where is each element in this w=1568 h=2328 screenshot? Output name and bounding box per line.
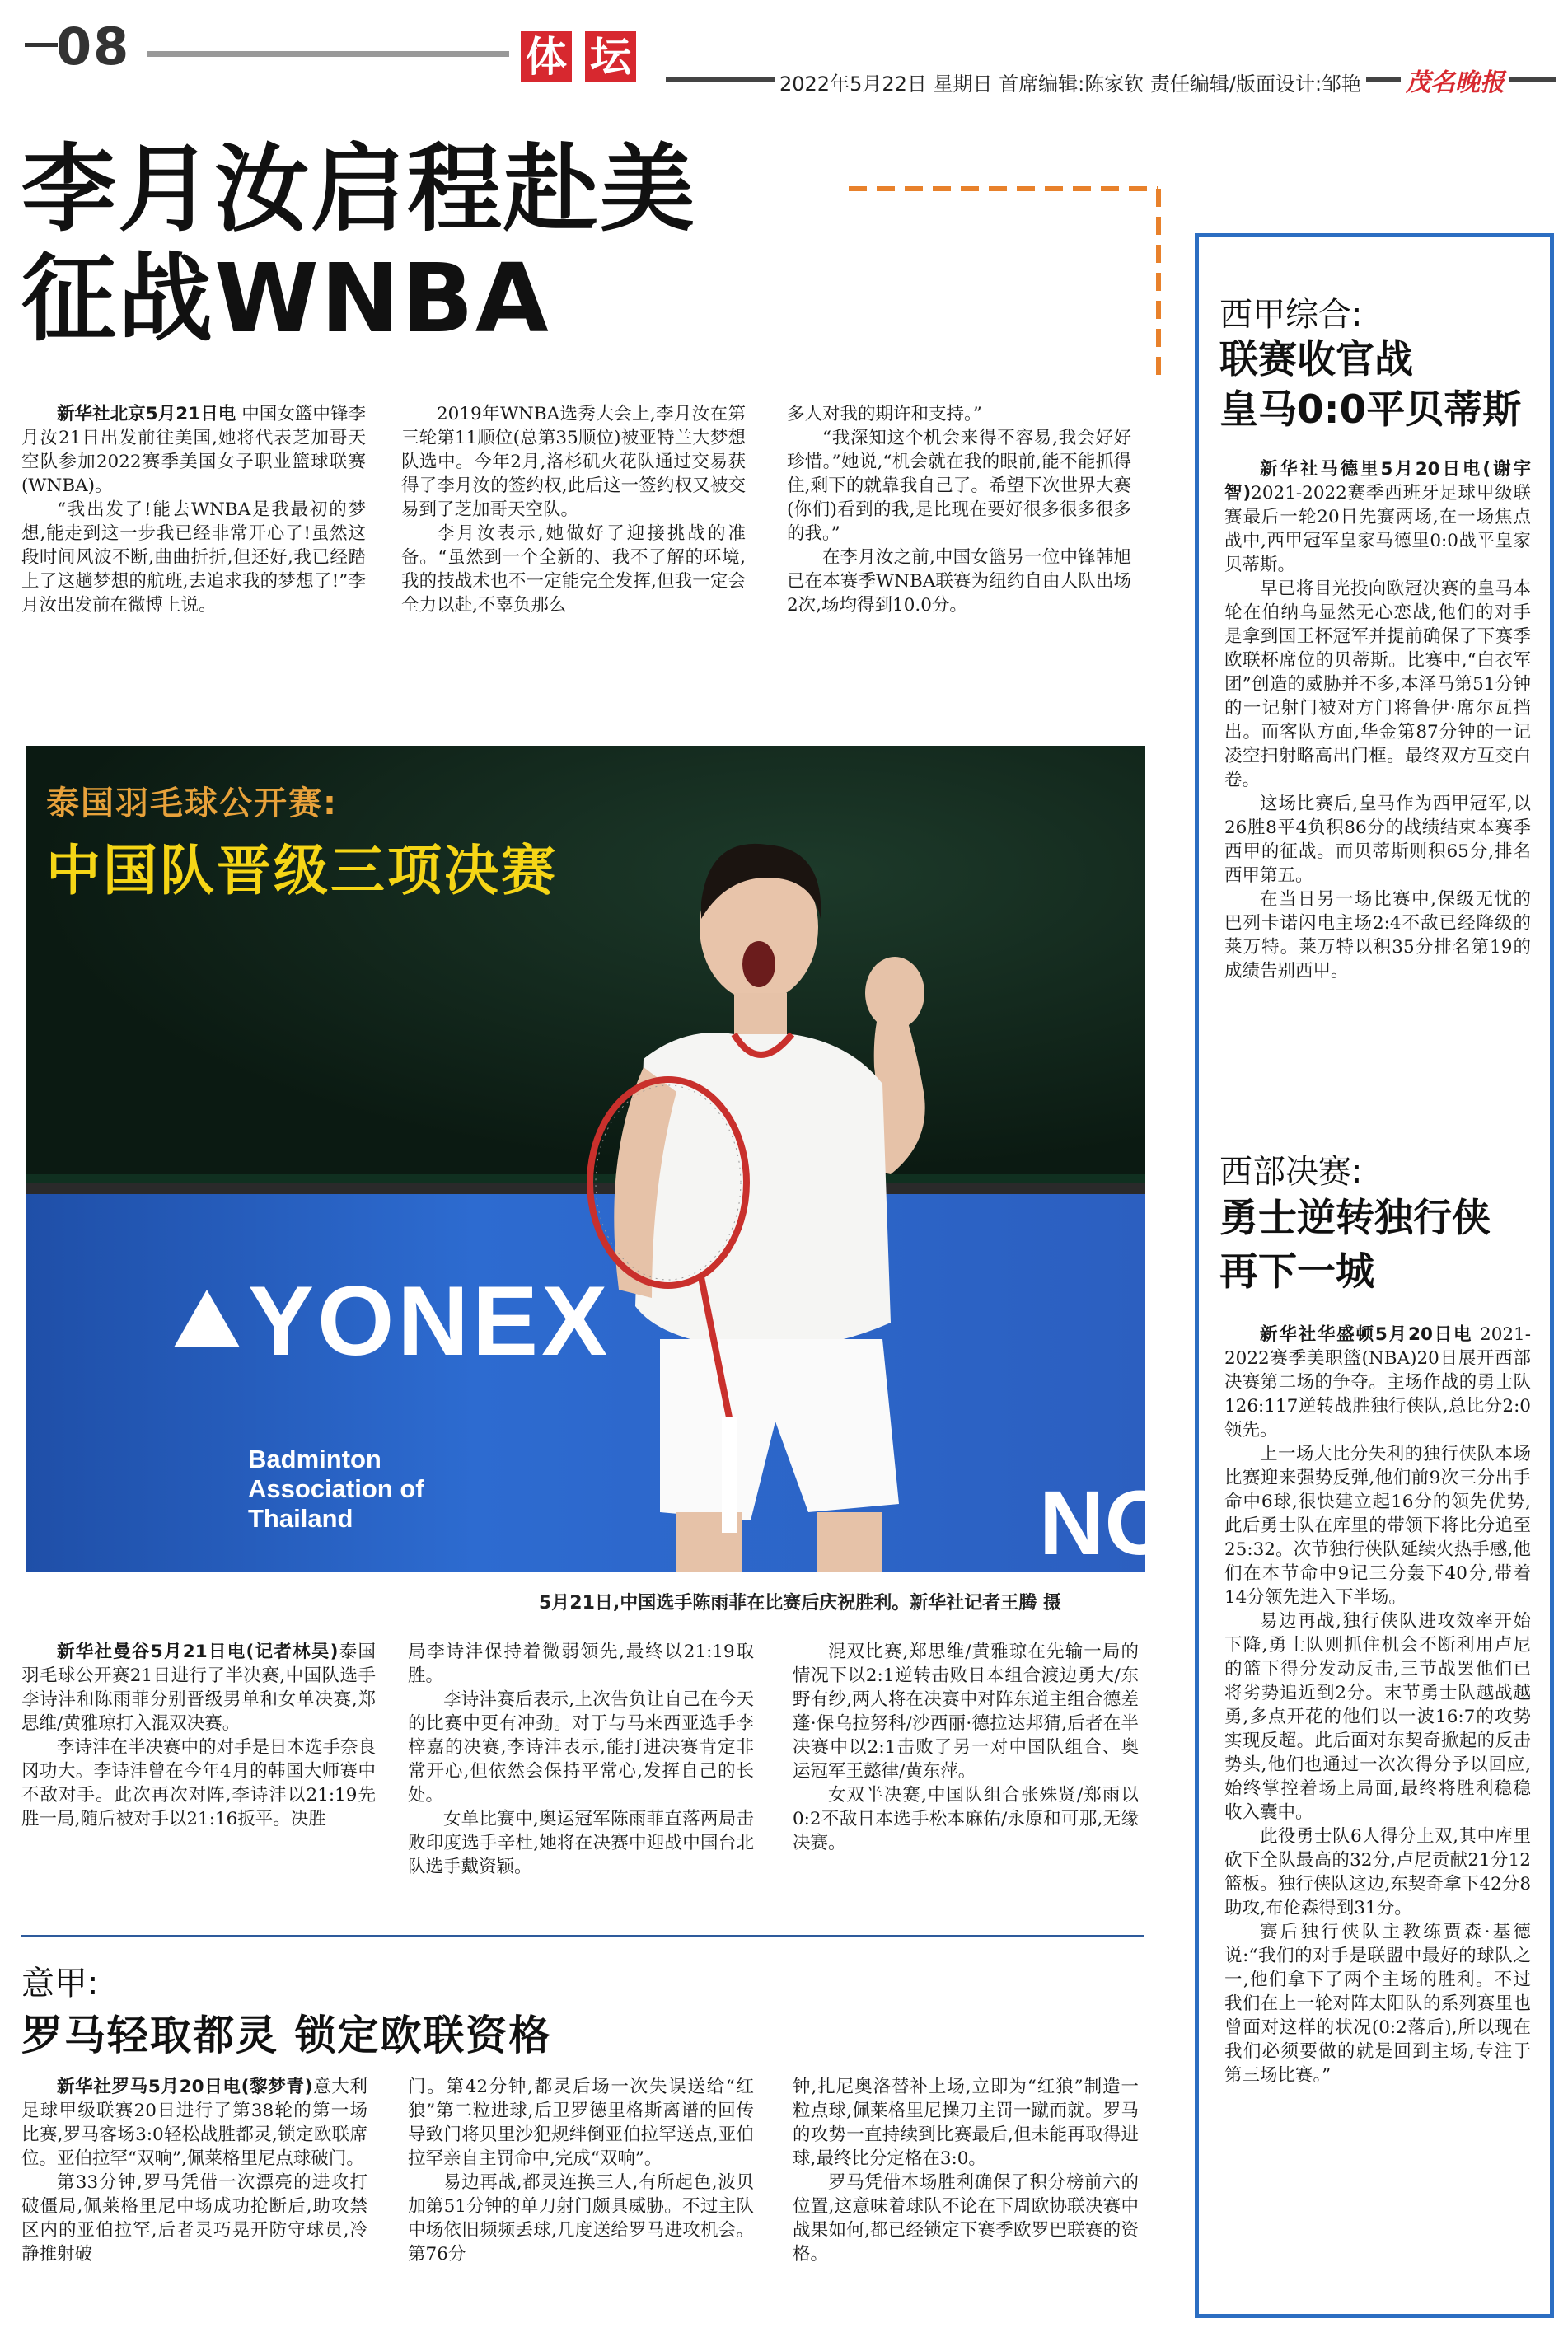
section-tag-tan: 坛 <box>585 31 636 82</box>
serie-a-col2: 门。第42分钟,都灵后场一次失误送给“红狼”第二粒进球,后卫罗德里格斯离谱的回传导致门将贝里沙犯规绊倒亚伯拉罕送点,亚伯拉罕亲自主罚命中,完成“双响”。 易边再战,都灵连换三人,有所起色,波贝加第51分钟的单刀射门颇具威胁。不过主队中场依旧频频丢球,几度送给罗马进攻机会。第76分 <box>408 2077 754 2265</box>
photo-story-col1: 新华社曼谷5月21日电(记者林昊)泰国羽毛球公开赛21日进行了半决赛,中国队选手李诗沣和陈雨菲分别晋级男单和女单决赛,郑思维/黄雅琼打入混双决赛。 李诗沣在半决赛中的对手是日本选手奈良冈功大。李诗沣曾在今年4月的韩国大师赛中不敌对手。此次再次对阵,李诗沣以21:19先胜一局,随后被对手以21:16扳平。决胜 <box>21 1642 377 1829</box>
masthead-rule <box>147 51 509 57</box>
serie-a-kicker: 意甲: <box>21 1965 99 2002</box>
nba-headline-line2: 再下一城 <box>1219 1249 1374 1295</box>
page-number: 08 <box>56 16 131 77</box>
lead-story-col3: 多人对我的期许和支持。” “我深知这个机会来得不容易,我会好好珍惜。”她说,“机会就在我的眼前,能不能抓得住,剩下的就靠我自己了。希望下次世界大赛(你们)看到的我,是比现在要好很多很多很多的我。” 在李月汝之前,中国女篮另一位中锋韩旭已在本赛季WNBA联赛为纽约自由人队出场2次,场均得到10.0分。 <box>787 404 1131 616</box>
banner-text-1: Badminton <box>248 1445 381 1473</box>
laliga-headline-line2: 皇马0:0平贝蒂斯 <box>1219 387 1522 433</box>
photo-headline: 中国队晋级三项决赛 <box>46 839 558 902</box>
photo-story-col2: 局李诗沣保持着微弱领先,最终以21:19取胜。 李诗沣赛后表示,上次告负让自己在今天的比赛中更有冲劲。对于与马来西亚选手李梓嘉的决赛,李诗沣表示,能打进决赛肯定非常开心,但依然会保持平常心,发挥自己的长处。 女单比赛中,奥运冠军陈雨菲直落两局击败印度选手辛杜,她将在决赛中迎战中国台北队选手戴资颖。 <box>408 1642 754 1877</box>
nba-body: 新华社华盛顿5月20日电 2021-2022赛季美职篮(NBA)20日展开西部决赛第二场的争夺。主场作战的勇士队126:117逆转战胜独行侠队,总比分2:0领先。 上一场大比分失利的独行侠队本场比赛迎来强势反弹,他们前9次三分出手命中6球,很快建立起16分的领先优势,此后勇士队在库里的带领下将比分追至25:32。次节独行侠队延续火热手感,他们在本节命中9记三分轰下40分,带着14分领先进入下半场。 易边再战,独行侠队进攻效率开始下降,勇士队则抓住机会不断利用卢尼的篮下得分发动反击,三节战罢他们已将劣势追近到2分。末节勇士队越战越勇,多点开花的他们以一波16:7的攻势实现反超。此后面对东契奇掀起的反击势头,他们也通过一次次得分予以回应,始终掌控着场上局面,最终将胜利稳稳收入囊中。 此役勇士队6人得分上双,其中库里砍下全队最高的32分,卢尼贡献21分12篮板。独行侠队这边,东契奇拿下42分8助攻,布伦森得到31分。 赛后独行侠队主教练贾森·基德说:“我们的对手是联盟中最好的球队之一,他们拿下了两个主场的胜利。不过我们在上一轮对阵太阳队的系列赛里也曾面对这样的状况(0:2落后),所以现在我们必须要做的就是回到主场,专注于第三场比赛。” <box>1224 1324 1531 2086</box>
paper-logo: 茂名晚报 <box>1401 69 1509 97</box>
banner-text-3: Thailand <box>248 1504 353 1533</box>
serie-a-col3: 钟,扎尼奥洛替补上场,立即为“红狼”制造一粒点球,佩莱格里尼操刀主罚一蹴而就。罗马的攻势一直持续到比赛最后,但未能再取得进球,最终比分定格在3:0。 罗马凭借本场胜利确保了积分榜前六的位置,这意味着球队不论在下周欧协联决赛中战果如何,都已经锁定下赛季欧罗巴联赛的资格。 <box>793 2077 1139 2265</box>
lead-story-title-line1: 李月汝启程赴美 <box>21 134 697 245</box>
lead-story-col1: 新华社北京5月21日电 中国女篮中锋李月汝21日出发前往美国,她将代表芝加哥天空队参加2022赛季美国女子职业篮球联赛(WNBA)。 “我出发了!能去WNBA是我最初的梦想,能走到这一步我已经非常开心了!虽然这段时间风波不断,曲曲折折,但还好,我已经踏上了这趟梦想的航班,去追求我的梦想了!”李月汝出发前在微博上说。 <box>21 404 366 616</box>
lead-story-title-line2: 征战WNBA <box>21 244 550 354</box>
serie-a-headline: 罗马轻取都灵 锁定欧联资格 <box>21 2012 552 2059</box>
banner-text-2: Association of <box>248 1474 424 1503</box>
laliga-kicker: 西甲综合: <box>1219 296 1363 334</box>
nba-kicker: 西部决赛: <box>1219 1153 1363 1191</box>
section-divider <box>21 1935 1144 1937</box>
yonex-logo-mark <box>174 1290 240 1356</box>
laliga-body: 新华社马德里5月20日电(谢宇智)2021-2022赛季西班牙足球甲级联赛最后一轮20日先赛两场,在一场焦点战中,西甲冠军皇家马德里0:0战平皇家贝蒂斯。 早已将目光投向欧冠决赛的皇马本轮在伯纳乌显然无心恋战,他们的对手是拿到国王杯冠军并提前确保了下赛季欧联杯席位的贝蒂斯。比赛中,“白衣军团”创造的威胁并不多,本泽马第51分钟的一记射门被对方门将鲁伊·席尔瓦挡出。而客队方面,华金第87分钟的一记凌空扫射略高出门框。最终双方互交白卷。 这场比赛后,皇马作为西甲冠军,以26胜8平4负积86分的战绩结束本赛季西甲的征战。而贝蒂斯则积65分,排名西甲第五。 在当日另一场比赛中,保级无忧的巴列卡诺闪电主场2:4不敌已经降级的莱万特。莱万特以积35分排名第19的成绩告别西甲。 <box>1224 459 1532 981</box>
badminton-photo <box>26 746 1175 1574</box>
banner-right-text: NO <box>1039 1473 1175 1574</box>
nba-headline-line1: 勇士逆转独行侠 <box>1219 1196 1491 1241</box>
photo-kicker: 泰国羽毛球公开赛: <box>46 785 338 822</box>
yonex-logo-text: YONEX <box>248 1266 611 1376</box>
page-number-bar <box>25 43 58 47</box>
serie-a-col1: 新华社罗马5月20日电(黎梦青)意大利足球甲级联赛20日进行了第38轮的第一场比赛,罗马客场3:0轻松战胜都灵,锁定欧联席位。亚伯拉罕“双响”,佩莱格里尼点球破门。 第33分钟,罗马凭借一次漂亮的进攻打破僵局,佩莱格里尼中场成功抢断后,助攻禁区内的亚伯拉罕,后者灵巧晃开防守球员,冷静推射破 <box>21 2077 367 2265</box>
laliga-headline-line1: 联赛收官战 <box>1219 337 1413 382</box>
section-tag-ti: 体 <box>521 31 572 82</box>
athlete-figure <box>569 828 998 1572</box>
photo-caption: 5月21日,中国选手陈雨菲在比赛后庆祝胜利。新华社记者王腾 摄 <box>539 1593 1061 1614</box>
dateline: 2022年5月22日 星期日 首席编辑:陈家钦 责任编辑/版面设计:邹艳 <box>775 73 1366 96</box>
photo-story-col3: 混双比赛,郑思维/黄雅琼在先输一局的情况下以2:1逆转击败日本组合渡边勇大/东野有纱,两人将在决赛中对阵东道主组合德差蓬·保乌拉努科/沙西丽·德拉达邦猜,后者在半决赛中以2:1击败了另一对中国队组合、奥运冠军王懿律/黄东萍。 女双半决赛,中国队组合张殊贤/郑雨以0:2不敌日本选手松本麻佑/永原和可那,无缘决赛。 <box>793 1642 1139 1853</box>
lead-story-dashed-frame <box>849 185 1162 379</box>
lead-story-col2: 2019年WNBA选秀大会上,李月汝在第三轮第11顺位(总第35顺位)被亚特兰大梦想队选中。今年2月,洛杉矶火花队通过交易获得了李月汝的签约权,此后这一签约权又被交易到了芝加哥天空队。 李月汝表示,她做好了迎接挑战的准备。“虽然到一个全新的、我不了解的环境,我的技战术也不一定能完全发挥,但我一定会全力以赴,不辜负那么 <box>401 404 746 616</box>
